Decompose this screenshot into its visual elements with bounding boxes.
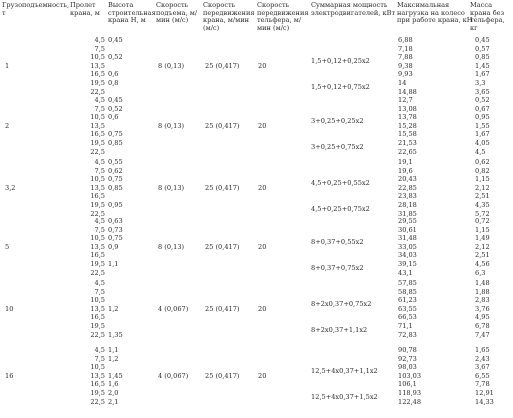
height-cell: 0,52: [108, 53, 123, 62]
hoist-speed-cell: 20: [258, 304, 267, 313]
column-header: Суммарная мощность электродвигателей, кВт: [311, 1, 396, 17]
span-cell: 10,5: [90, 296, 105, 305]
lift-speed-cell: 8 (0,13): [158, 121, 185, 130]
span-cell: 10,5: [90, 113, 105, 122]
load-cell: 14: [398, 79, 407, 87]
mass-cell: 1,45: [475, 61, 490, 70]
load-cell: 9,38: [398, 61, 413, 70]
crane-speed-cell: 25 (0,417): [205, 183, 240, 192]
height-cell: 0,9: [108, 242, 119, 251]
mass-cell: 0,82: [475, 166, 490, 175]
load-cell: 58,85: [398, 287, 417, 296]
span-cell: 4,5: [94, 217, 105, 225]
height-cell: 0,73: [108, 225, 123, 234]
mass-cell: 0,95: [475, 113, 490, 122]
column-header: Скорость передвижения крана, м/мин (м/с): [203, 1, 255, 32]
span-cell: 10,5: [90, 234, 105, 243]
power-cell: 1,5+0,12+0,25x2: [311, 57, 370, 66]
lift-speed-cell: 4 (0,067): [158, 304, 189, 313]
span-cell: 13,5: [90, 183, 105, 192]
mass-cell: 2,43: [475, 354, 490, 363]
load-cell: 15,58: [398, 130, 417, 139]
height-cell: 1,2: [108, 304, 119, 313]
power-cell: 8+0,37+0,75x2: [311, 264, 364, 272]
mass-cell: 14,33: [475, 397, 494, 406]
mass-cell: 2,83: [475, 296, 490, 305]
span-cell: 13,5: [90, 121, 105, 130]
height-cell: 2,1: [108, 397, 119, 406]
load-cell: 43,1: [398, 268, 413, 277]
column-header: Скорость подъема, м/мин (м/с): [156, 1, 198, 25]
mass-cell: 12,91: [475, 389, 494, 397]
mass-cell: 0,67: [475, 104, 490, 113]
load-cell: 118,93: [398, 389, 422, 397]
mass-cell: 4,5: [475, 147, 486, 156]
mass-cell: 2,51: [475, 251, 490, 260]
mass-cell: 6,55: [475, 371, 490, 380]
span-cell: 13,5: [90, 371, 105, 380]
span-cell: 10,5: [90, 363, 105, 372]
mass-cell: 4,95: [475, 313, 490, 322]
load-cell: 72,83: [398, 330, 417, 339]
mass-cell: 0,62: [475, 158, 490, 166]
mass-cell: 5,72: [475, 209, 490, 218]
power-cell: 1,5+0,12+0,75x2: [311, 83, 370, 91]
height-cell: 1,35: [108, 330, 123, 339]
load-cell: 23,83: [398, 192, 417, 201]
power-cell: 3+0,25+0,25x2: [311, 117, 364, 126]
span-cell: 22,5: [90, 330, 105, 339]
load-cell: 13,08: [398, 104, 417, 113]
lift-speed-cell: 8 (0,13): [158, 183, 185, 192]
crane-speed-cell: 25 (0,417): [205, 121, 240, 130]
hoist-speed-cell: 20: [258, 61, 267, 70]
mass-cell: 4,35: [475, 201, 490, 209]
span-cell: 7,5: [94, 225, 105, 234]
column-header: Скорость передвижения тельфера, м/мин (м/с): [257, 1, 309, 32]
span-cell: 4,5: [94, 158, 105, 166]
mass-cell: 6,3: [475, 268, 486, 277]
height-cell: 1,1: [108, 346, 119, 354]
mass-cell: 0,85: [475, 53, 490, 62]
load-cell: 22,65: [398, 147, 417, 156]
mass-cell: 0,72: [475, 217, 490, 225]
span-cell: 22,5: [90, 268, 105, 277]
capacity-cell: 5: [5, 242, 10, 251]
span-cell: 22,5: [90, 397, 105, 406]
height-cell: 0,75: [108, 175, 123, 184]
span-cell: 16,5: [90, 313, 105, 322]
span-cell: 19,5: [90, 260, 105, 268]
load-cell: 6,88: [398, 36, 413, 44]
hoist-speed-cell: 20: [258, 371, 267, 380]
mass-cell: 1,49: [475, 234, 490, 243]
load-cell: 34,03: [398, 251, 417, 260]
column-header: Максимальная нагрузка на колесо при работе крана, кН: [397, 1, 473, 25]
mass-cell: 3,65: [475, 87, 490, 96]
mass-cell: 7,47: [475, 330, 490, 339]
mass-cell: 6,78: [475, 322, 490, 330]
load-cell: 7,88: [398, 53, 413, 62]
span-cell: 7,5: [94, 287, 105, 296]
crane-speed-cell: 25 (0,417): [205, 371, 240, 380]
load-cell: 103,03: [398, 371, 422, 380]
span-cell: 19,5: [90, 79, 105, 87]
span-cell: 4,5: [94, 279, 105, 287]
load-cell: 92,73: [398, 354, 417, 363]
span-cell: 16,5: [90, 70, 105, 79]
height-cell: 0,6: [108, 70, 119, 79]
span-cell: 22,5: [90, 87, 105, 96]
height-cell: 0,55: [108, 158, 123, 166]
load-cell: 9,93: [398, 70, 413, 79]
height-cell: 0,8: [108, 79, 119, 87]
load-cell: 106,1: [398, 380, 417, 389]
span-cell: 4,5: [94, 346, 105, 354]
power-cell: 4,5+0,25+0,75x2: [311, 205, 370, 213]
power-cell: 3+0,25+0,75x2: [311, 143, 364, 151]
load-cell: 19,6: [398, 166, 413, 175]
mass-cell: 0,52: [475, 96, 490, 104]
height-cell: 0,45: [108, 36, 123, 44]
height-cell: 1,1: [108, 260, 119, 268]
load-cell: 61,23: [398, 296, 417, 305]
hoist-speed-cell: 20: [258, 242, 267, 251]
load-cell: 12,7: [398, 96, 413, 104]
height-cell: 1,2: [108, 354, 119, 363]
load-cell: 14,88: [398, 87, 417, 96]
span-cell: 7,5: [94, 104, 105, 113]
load-cell: 21,53: [398, 139, 417, 147]
load-cell: 7,18: [398, 44, 413, 53]
span-cell: 22,5: [90, 147, 105, 156]
span-cell: 16,5: [90, 192, 105, 201]
mass-cell: 1,48: [475, 279, 490, 287]
height-cell: 0,6: [108, 113, 119, 122]
span-cell: 16,5: [90, 130, 105, 139]
mass-cell: 2,12: [475, 183, 490, 192]
height-cell: 0,95: [108, 201, 123, 209]
capacity-cell: 2: [5, 121, 10, 130]
column-header: Масса крана без тельфера, кг: [470, 1, 505, 32]
height-cell: 0,85: [108, 183, 123, 192]
mass-cell: 7,78: [475, 380, 490, 389]
span-cell: 16,5: [90, 380, 105, 389]
power-cell: 12,5+4x0,37+1,1x2: [311, 367, 378, 376]
height-cell: 2,0: [108, 389, 119, 397]
span-cell: 19,5: [90, 201, 105, 209]
span-cell: 13,5: [90, 304, 105, 313]
span-cell: 7,5: [94, 354, 105, 363]
mass-cell: 0,45: [475, 36, 490, 44]
power-cell: 4,5+0,25+0,55x2: [311, 179, 370, 188]
height-cell: 0,45: [108, 96, 123, 104]
mass-cell: 4,56: [475, 260, 490, 268]
load-cell: 71,1: [398, 322, 413, 330]
load-cell: 39,15: [398, 260, 417, 268]
load-cell: 33,05: [398, 242, 417, 251]
height-cell: 0,63: [108, 217, 123, 225]
span-cell: 22,5: [90, 209, 105, 218]
load-cell: 29,55: [398, 217, 417, 225]
load-cell: 15,28: [398, 121, 417, 130]
capacity-cell: 1: [5, 61, 10, 70]
power-cell: 8+2x0,37+1,1x2: [311, 326, 368, 334]
mass-cell: 0,57: [475, 44, 490, 53]
height-cell: 1,6: [108, 380, 119, 389]
lift-speed-cell: 4 (0,067): [158, 371, 189, 380]
span-cell: 4,5: [94, 96, 105, 104]
load-cell: 57,85: [398, 279, 417, 287]
load-cell: 19,1: [398, 158, 413, 166]
load-cell: 63,55: [398, 304, 417, 313]
height-cell: 0,85: [108, 139, 123, 147]
crane-speed-cell: 25 (0,417): [205, 242, 240, 251]
mass-cell: 2,51: [475, 192, 490, 201]
mass-cell: 1,15: [475, 175, 490, 184]
capacity-cell: 10: [5, 304, 14, 313]
load-cell: 66,53: [398, 313, 417, 322]
load-cell: 20,43: [398, 175, 417, 184]
load-cell: 31,48: [398, 234, 417, 243]
span-cell: 19,5: [90, 322, 105, 330]
load-cell: 31,85: [398, 209, 417, 218]
mass-cell: 1,88: [475, 287, 490, 296]
span-cell: 13,5: [90, 242, 105, 251]
mass-cell: 4,05: [475, 139, 490, 147]
load-cell: 28,18: [398, 201, 417, 209]
mass-cell: 3,3: [475, 79, 486, 87]
power-cell: 8+0,37+0,55x2: [311, 238, 364, 247]
load-cell: 122,48: [398, 397, 422, 406]
mass-cell: 1,55: [475, 121, 490, 130]
lift-speed-cell: 8 (0,13): [158, 61, 185, 70]
mass-cell: 1,67: [475, 70, 490, 79]
mass-cell: 1,15: [475, 225, 490, 234]
height-cell: 1,45: [108, 371, 123, 380]
lift-speed-cell: 8 (0,13): [158, 242, 185, 251]
span-cell: 16,5: [90, 251, 105, 260]
span-cell: 13,5: [90, 61, 105, 70]
capacity-cell: 16: [5, 371, 14, 380]
column-header: Пролет крана, м: [70, 1, 100, 17]
load-cell: 13,78: [398, 113, 417, 122]
load-cell: 22,85: [398, 183, 417, 192]
load-cell: 90,78: [398, 346, 417, 354]
height-cell: 0,52: [108, 104, 123, 113]
span-cell: 19,5: [90, 389, 105, 397]
hoist-speed-cell: 20: [258, 121, 267, 130]
mass-cell: 3,67: [475, 363, 490, 372]
column-header: Высота строительная крана Н, м: [108, 1, 156, 25]
hoist-speed-cell: 20: [258, 183, 267, 192]
span-cell: 7,5: [94, 44, 105, 53]
crane-speed-cell: 25 (0,417): [205, 61, 240, 70]
power-cell: 8+2x0,37+0,75x2: [311, 300, 372, 309]
capacity-cell: 3,2: [5, 183, 16, 192]
mass-cell: 3,76: [475, 304, 490, 313]
mass-cell: 2,12: [475, 242, 490, 251]
mass-cell: 1,65: [475, 346, 490, 354]
column-header: Грузоподъемность, т: [2, 1, 70, 17]
power-cell: 12,5+4x0,37+1,5x2: [311, 393, 378, 401]
span-cell: 7,5: [94, 166, 105, 175]
height-cell: 0,75: [108, 234, 123, 243]
crane-speed-cell: 25 (0,417): [205, 304, 240, 313]
load-cell: 98,03: [398, 363, 417, 372]
span-cell: 10,5: [90, 175, 105, 184]
span-cell: 19,5: [90, 139, 105, 147]
span-cell: 4,5: [94, 36, 105, 44]
height-cell: 0,75: [108, 130, 123, 139]
height-cell: 0,62: [108, 166, 123, 175]
mass-cell: 1,67: [475, 130, 490, 139]
load-cell: 30,61: [398, 225, 417, 234]
span-cell: 10,5: [90, 53, 105, 62]
